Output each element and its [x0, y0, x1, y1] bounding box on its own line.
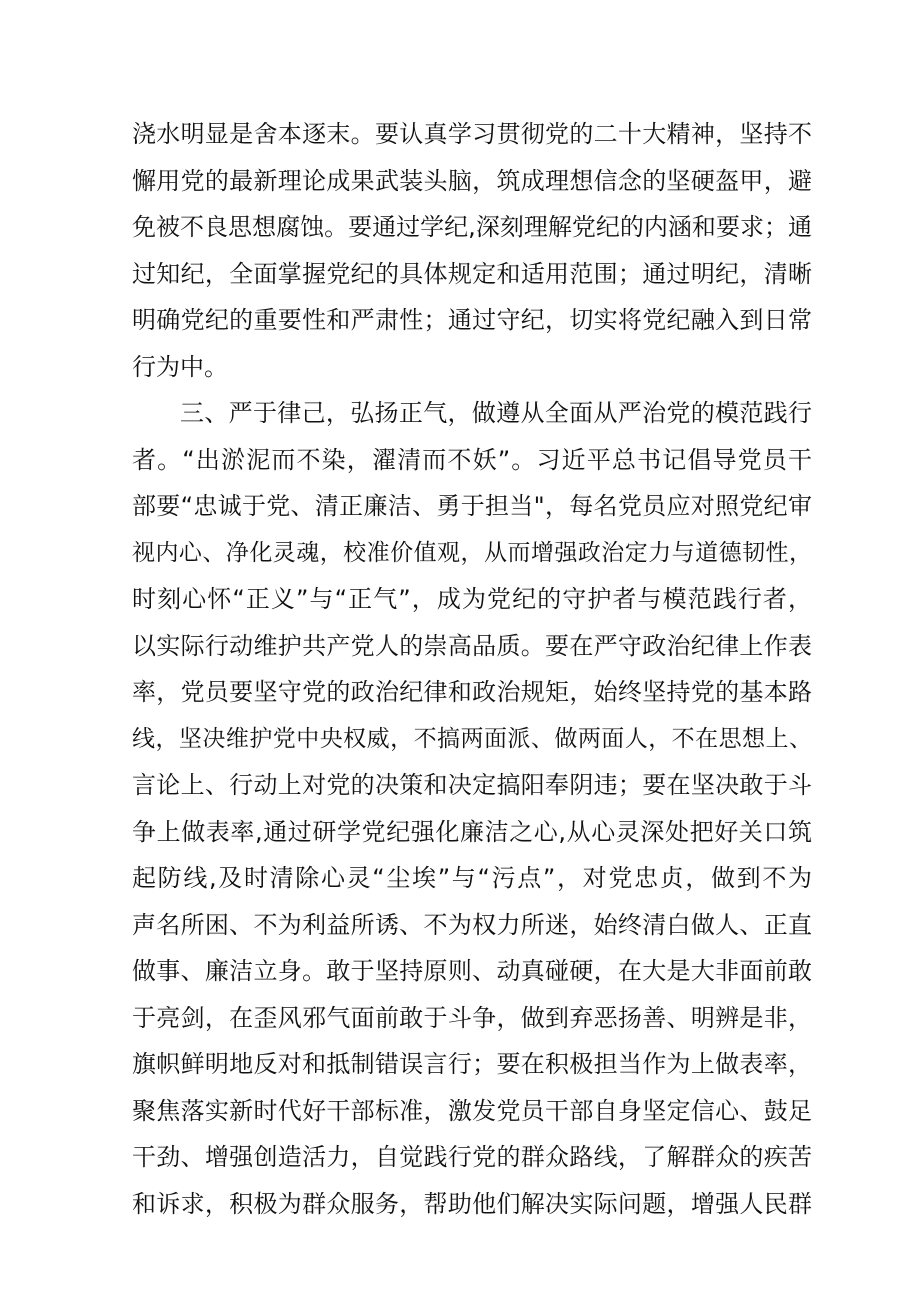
text-line: 干劲、增强创造活力，自觉践行党的群众路线，了解群众的疾苦 [132, 1143, 812, 1171]
text-line: 争上做表率,通过研学党纪强化廉洁之心,从心灵深处把好关口筑 [132, 817, 812, 846]
text-line: 聚焦落实新时代好干部标准，激发党员干部自身坚定信心、鼓足 [132, 1096, 812, 1125]
text-line: 旗帜鲜明地反对和抵制错误言行；要在积极担当作为上做表率， [132, 1050, 812, 1078]
text-line: 过知纪，全面掌握党纪的具体规定和适用范围；通过明纪，清晰 [132, 259, 812, 288]
text-line: 和诉求，积极为群众服务，帮助他们解决实际问题，增强人民群 [132, 1189, 812, 1218]
text-line: 于亮剑，在歪风邪气面前敢于斗争，做到弃恶扬善、明辨是非， [132, 1003, 812, 1032]
text-line: 时刻心怀“正义”与“正气”，成为党纪的守护者与模范践行者， [132, 585, 812, 613]
text-line: 者。“出淤泥而不染，濯清而不妖”。习近平总书记倡导党员干 [132, 445, 812, 474]
text-line: 线，坚决维护党中央权威，不搞两面派、做两面人，不在思想上、 [132, 725, 812, 752]
body-text [132, 111, 812, 1227]
text-line: 懈用党的最新理论成果武装头脑，筑成理想信念的坚硬盔甲，避 [132, 166, 812, 195]
text-line: 做事、廉洁立身。敢于坚持原则、动真碰硬，在大是大非面前敢 [132, 957, 812, 985]
text-line: 免被不良思想腐蚀。要通过学纪,深刻理解党纪的内涵和要求；通 [132, 213, 812, 241]
text-line: 视内心、净化灵魂，校准价值观，从而增强政治定力与道德韧性， [132, 539, 812, 566]
text-line: 率，党员要坚守党的政治纪律和政治规矩，始终坚持党的基本路 [132, 678, 812, 706]
text-line: 部要“忠诚于党、清正廉洁、勇于担当"，每名党员应对照党纪审 [132, 492, 812, 520]
text-line: 言论上、行动上对党的决策和决定搞阳奉阴违；要在坚决敢于斗 [132, 771, 812, 799]
text-line: 明确党纪的重要性和严肃性；通过守纪，切实将党纪融入到日常 [132, 306, 812, 334]
text-line: 行为中。 [132, 352, 228, 381]
text-line: 起防线,及时清除心灵“尘埃”与“污点”，对党忠贞，做到不为 [132, 864, 812, 892]
section-heading-line: 三、严于律己，弘扬正气，做遵从全面从严治党的模范践行 [180, 399, 812, 427]
text-line: 声名所困、不为利益所诱、不为权力所迷，始终清白做人、正直 [132, 910, 812, 939]
text-line: 以实际行动维护共产党人的崇高品质。要在严守政治纪律上作表 [132, 631, 812, 660]
text-line: 浇水明显是舍本逐末。要认真学习贯彻党的二十大精神，坚持不 [132, 120, 812, 148]
